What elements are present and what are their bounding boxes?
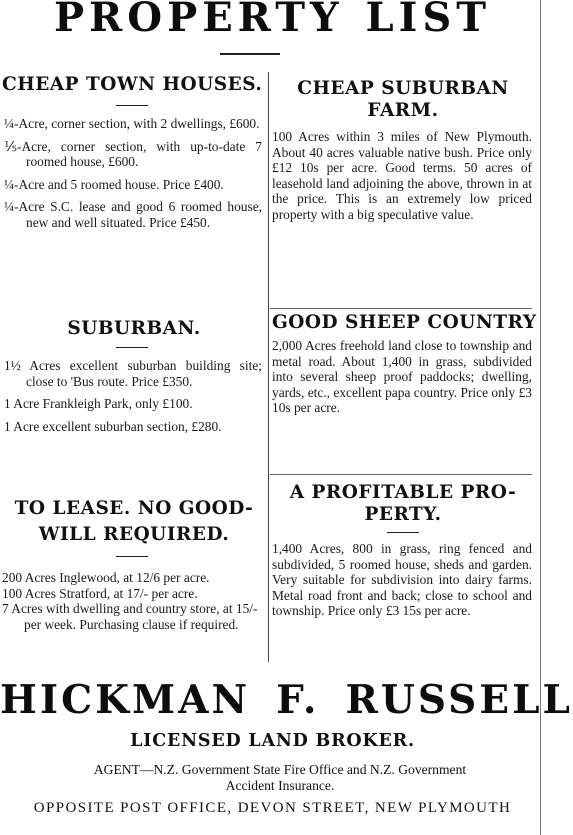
- list-item: ¼-Acre S.C. lease and good 6 roomed house, new and well situated. Price £450.: [4, 199, 262, 230]
- list-item: 1 Acre Frankleigh Park, only £100.: [4, 396, 193, 412]
- town-houses-heading: CHEAP TOWN HOUSES.: [2, 74, 263, 95]
- suburban-list: [4, 358, 262, 434]
- lease-heading-line-2: WILL REQUIRED.: [38, 524, 230, 545]
- farm-description: 100 Acres within 3 miles of New Plymouth. About 40 acres valuable native bush. Price only £12 10s per acre. Good terms. 50 acres of leasehold land adjoining the above, thrown in at the price. This is an extremely low priced property with a big speculative value.: [272, 129, 532, 222]
- list-item: 1½ Acres excellent suburban building site; close to 'Bus route. Price £350.: [4, 358, 262, 389]
- broker-first-name: HICKMAN: [0, 677, 251, 723]
- profit-heading: [272, 482, 534, 526]
- licence-line: LICENSED LAND BROKER.: [130, 731, 415, 751]
- town-houses-rule: [116, 105, 148, 106]
- list-item: 200 Acres Inglewood, at 12/6 per acre.: [2, 570, 210, 585]
- profit-top-rule: [270, 474, 532, 475]
- title-word-property: PROPERTY: [53, 0, 344, 41]
- profit-rule: [387, 532, 419, 533]
- sheep-description: 2,000 Acres freehold land close to township and metal road. About 1,400 in grass, subdivided into several sheep proof paddocks; dwelling, yards, etc., excellent papa country. Price only £3 10s per acre.: [272, 338, 532, 416]
- address-line: OPPOSITE POST OFFICE, DEVON STREET, NEW PLYMOUTH: [33, 800, 512, 816]
- title-word-list: LIST: [365, 0, 492, 41]
- agent-line-1: AGENT—N.Z. Government State Fire Office and N.Z. Government: [93, 762, 467, 777]
- agent-line-2: Accident Insurance.: [225, 778, 335, 793]
- column-divider: [268, 72, 269, 662]
- sheep-heading: GOOD SHEEP COUNTRY: [272, 312, 537, 333]
- suburban-rule: [116, 347, 148, 348]
- broker-middle-initial: F.: [276, 677, 320, 723]
- list-item: ¼-Acre and 5 roomed house. Price £400.: [4, 176, 224, 192]
- sheep-top-rule: [270, 308, 532, 309]
- lease-rule: [116, 556, 148, 557]
- broker-last-name: RUSSELL: [345, 677, 573, 723]
- profit-description: 1,400 Acres, 800 in grass, ring fenced and subdivided, 5 roomed house, sheds and garden. Very suitable for subdivision into dairy farms. Metal road front and back; close to school and township. Price only £3 15s per acre.: [272, 541, 532, 619]
- suburban-heading: SUBURBAN.: [67, 318, 201, 339]
- town-houses-list: [4, 116, 262, 231]
- profit-heading-line-1: A PROFITABLE PRO-: [289, 482, 517, 503]
- broker-name: [0, 677, 573, 723]
- list-item: ⅕-Acre, corner section, with up-to-date 7 roomed house, £600.: [4, 138, 262, 170]
- lease-heading: [0, 496, 268, 548]
- list-item: 100 Acres Stratford, at 17/- per acre.: [2, 585, 198, 601]
- farm-heading-line-1: CHEAP SUBURBAN: [297, 78, 509, 99]
- farm-heading: [272, 78, 534, 122]
- title-rule: [220, 53, 280, 55]
- agent-line: [30, 762, 530, 794]
- lease-list: [2, 570, 264, 632]
- profit-heading-line-2: PERTY.: [364, 504, 442, 525]
- advert-title: [0, 0, 545, 41]
- farm-heading-line-2: FARM.: [367, 100, 439, 121]
- list-item: 7 Acres with dwelling and country store, at 15/- per week. Purchasing clause if required.: [2, 601, 258, 632]
- list-item: 1 Acre excellent suburban section, £280.: [4, 418, 222, 434]
- list-item: ¼-Acre, corner section, with 2 dwellings, £600.: [4, 116, 260, 131]
- lease-heading-line-1: TO LEASE. NO GOOD-: [14, 498, 254, 519]
